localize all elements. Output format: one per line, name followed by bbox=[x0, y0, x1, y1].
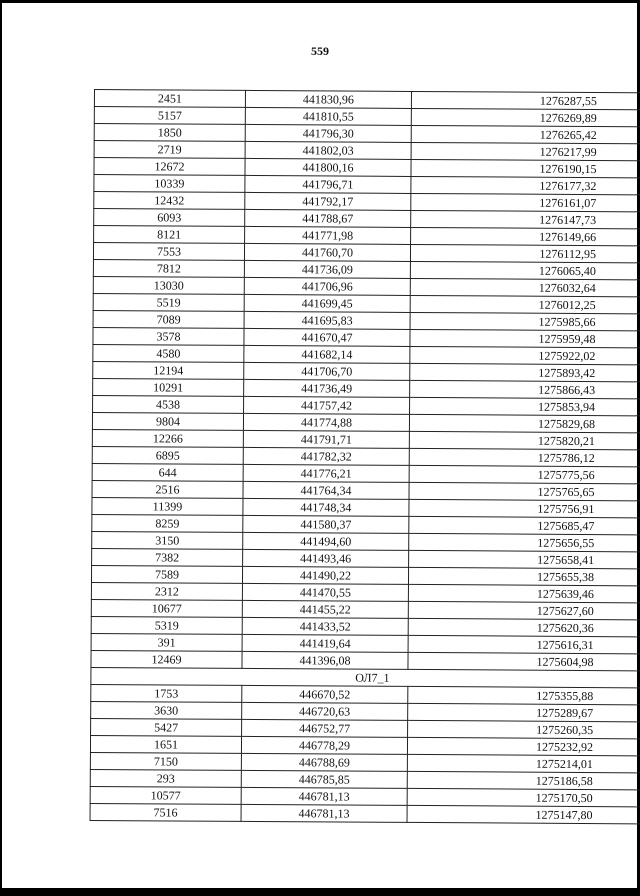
point-number-cell: 4580 bbox=[93, 344, 244, 362]
x-coordinate-cell: 441800,16 bbox=[245, 158, 411, 176]
y-coordinate-cell: 1275786,12 bbox=[409, 448, 640, 467]
point-number-cell: 7089 bbox=[93, 310, 244, 328]
x-coordinate-cell: 441774,88 bbox=[243, 413, 409, 431]
x-coordinate-cell: 446670,52 bbox=[242, 685, 408, 703]
y-coordinate-cell: 1275170,50 bbox=[407, 788, 640, 807]
coordinates-table-body-main bbox=[91, 90, 640, 671]
y-coordinate-cell: 1275289,67 bbox=[408, 703, 640, 722]
y-coordinate-cell: 1275604,98 bbox=[408, 652, 640, 671]
point-number-cell: 1850 bbox=[94, 124, 245, 142]
x-coordinate-cell: 441470,55 bbox=[242, 583, 408, 601]
y-coordinate-cell: 1276265,42 bbox=[411, 125, 640, 144]
y-coordinate-cell: 1275214,01 bbox=[407, 754, 640, 773]
x-coordinate-cell: 441796,30 bbox=[245, 124, 411, 142]
x-coordinate-cell: 441419,64 bbox=[242, 634, 408, 652]
x-coordinate-cell: 441695,83 bbox=[244, 311, 410, 329]
x-coordinate-cell: 441802,03 bbox=[245, 141, 411, 159]
y-coordinate-cell: 1276161,07 bbox=[411, 193, 640, 212]
y-coordinate-cell: 1275756,91 bbox=[409, 499, 640, 518]
point-number-cell: 2312 bbox=[91, 582, 242, 600]
y-coordinate-cell: 1276147,73 bbox=[411, 210, 640, 229]
y-coordinate-cell: 1275655,38 bbox=[408, 567, 640, 586]
y-coordinate-cell: 1275186,58 bbox=[407, 771, 640, 790]
point-number-cell: 2719 bbox=[94, 141, 245, 159]
y-coordinate-cell: 1275775,56 bbox=[409, 465, 640, 484]
y-coordinate-cell: 1276012,25 bbox=[410, 295, 640, 314]
point-number-cell: 12194 bbox=[93, 361, 244, 379]
scan-border-bottom bbox=[0, 888, 640, 896]
point-number-cell: 12469 bbox=[91, 650, 242, 668]
y-coordinate-cell: 1275959,48 bbox=[410, 329, 640, 348]
point-number-cell: 7553 bbox=[93, 243, 244, 261]
page-number: 559 bbox=[311, 44, 329, 58]
y-coordinate-cell: 1276065,40 bbox=[410, 261, 640, 280]
section-label: ОЛ7_1 bbox=[91, 667, 640, 687]
x-coordinate-cell: 441493,46 bbox=[243, 549, 409, 567]
point-number-cell: 10291 bbox=[93, 378, 244, 396]
point-number-cell: 7516 bbox=[90, 803, 241, 821]
point-number-cell: 2516 bbox=[92, 480, 243, 498]
x-coordinate-cell: 441706,96 bbox=[244, 277, 410, 295]
coordinates-table-container bbox=[90, 89, 596, 824]
x-coordinate-cell: 441788,67 bbox=[245, 209, 411, 227]
y-coordinate-cell: 1276287,55 bbox=[411, 91, 640, 110]
y-coordinate-cell: 1275639,46 bbox=[408, 584, 640, 603]
point-number-cell: 11399 bbox=[92, 497, 243, 515]
x-coordinate-cell: 441494,60 bbox=[243, 532, 409, 550]
point-number-cell: 13030 bbox=[93, 276, 244, 294]
point-number-cell: 7812 bbox=[93, 259, 244, 277]
point-number-cell: 3150 bbox=[92, 531, 243, 549]
x-coordinate-cell: 441682,14 bbox=[244, 345, 410, 363]
y-coordinate-cell: 1275893,42 bbox=[410, 363, 640, 382]
x-coordinate-cell: 441760,70 bbox=[244, 243, 410, 261]
point-number-cell: 293 bbox=[90, 769, 241, 787]
point-number-cell: 8121 bbox=[94, 226, 245, 244]
y-coordinate-cell: 1275922,02 bbox=[410, 346, 640, 365]
point-number-cell: 3578 bbox=[93, 327, 244, 345]
y-coordinate-cell: 1275658,41 bbox=[409, 550, 640, 569]
table-row bbox=[90, 803, 640, 823]
point-number-cell: 5319 bbox=[91, 616, 242, 634]
point-number-cell: 6093 bbox=[94, 209, 245, 227]
y-coordinate-cell: 1275147,80 bbox=[407, 805, 640, 824]
point-number-cell: 3630 bbox=[91, 701, 242, 719]
point-number-cell: 7589 bbox=[91, 565, 242, 583]
y-coordinate-cell: 1275620,36 bbox=[408, 618, 640, 637]
y-coordinate-cell: 1275829,68 bbox=[409, 414, 640, 433]
y-coordinate-cell: 1275685,47 bbox=[409, 516, 640, 535]
x-coordinate-cell: 441776,21 bbox=[243, 464, 409, 482]
x-coordinate-cell: 446788,69 bbox=[241, 753, 407, 771]
x-coordinate-cell: 446781,13 bbox=[241, 787, 407, 805]
y-coordinate-cell: 1275627,60 bbox=[408, 601, 640, 620]
y-coordinate-cell: 1276032,64 bbox=[410, 278, 640, 297]
point-number-cell: 1651 bbox=[90, 735, 241, 753]
point-number-cell: 5519 bbox=[93, 293, 244, 311]
point-number-cell: 10577 bbox=[90, 786, 241, 804]
y-coordinate-cell: 1275765,65 bbox=[409, 482, 640, 501]
point-number-cell: 5427 bbox=[91, 718, 242, 736]
x-coordinate-cell: 441796,71 bbox=[245, 175, 411, 193]
x-coordinate-cell: 441748,34 bbox=[243, 498, 409, 516]
scan-border-top bbox=[0, 0, 640, 3]
point-number-cell: 8259 bbox=[92, 514, 243, 532]
y-coordinate-cell: 1276112,95 bbox=[410, 244, 640, 263]
x-coordinate-cell: 441736,49 bbox=[244, 379, 410, 397]
x-coordinate-cell: 441490,22 bbox=[242, 566, 408, 584]
y-coordinate-cell: 1275820,21 bbox=[409, 431, 640, 450]
x-coordinate-cell: 441830,96 bbox=[245, 90, 411, 108]
point-number-cell: 12432 bbox=[94, 192, 245, 210]
x-coordinate-cell: 441771,98 bbox=[245, 226, 411, 244]
x-coordinate-cell: 446778,29 bbox=[241, 736, 407, 754]
point-number-cell: 2451 bbox=[94, 90, 245, 108]
y-coordinate-cell: 1276269,89 bbox=[411, 108, 640, 127]
x-coordinate-cell: 441736,09 bbox=[244, 260, 410, 278]
x-coordinate-cell: 441699,45 bbox=[244, 294, 410, 312]
x-coordinate-cell: 446781,13 bbox=[241, 804, 407, 822]
y-coordinate-cell: 1275355,88 bbox=[408, 686, 640, 705]
coordinates-table-body-section bbox=[90, 684, 640, 823]
point-number-cell: 6895 bbox=[92, 446, 243, 464]
y-coordinate-cell: 1275866,43 bbox=[410, 380, 640, 399]
x-coordinate-cell: 441764,34 bbox=[243, 481, 409, 499]
scan-border-left bbox=[0, 0, 2, 896]
x-coordinate-cell: 441810,55 bbox=[245, 107, 411, 125]
point-number-cell: 10677 bbox=[91, 599, 242, 617]
y-coordinate-cell: 1275232,92 bbox=[407, 737, 640, 756]
x-coordinate-cell: 441580,37 bbox=[243, 515, 409, 533]
coordinates-table bbox=[90, 89, 640, 824]
x-coordinate-cell: 441782,32 bbox=[243, 447, 409, 465]
y-coordinate-cell: 1276177,32 bbox=[411, 176, 640, 195]
x-coordinate-cell: 446720,63 bbox=[242, 702, 408, 720]
point-number-cell: 12672 bbox=[94, 158, 245, 176]
y-coordinate-cell: 1276190,15 bbox=[411, 159, 640, 178]
point-number-cell: 7382 bbox=[92, 548, 243, 566]
point-number-cell: 644 bbox=[92, 463, 243, 481]
point-number-cell: 7150 bbox=[90, 752, 241, 770]
y-coordinate-cell: 1275985,66 bbox=[410, 312, 640, 331]
y-coordinate-cell: 1275616,31 bbox=[408, 635, 640, 654]
x-coordinate-cell: 446785,85 bbox=[241, 770, 407, 788]
x-coordinate-cell: 441455,22 bbox=[242, 600, 408, 618]
x-coordinate-cell: 441792,17 bbox=[245, 192, 411, 210]
x-coordinate-cell: 441791,71 bbox=[243, 430, 409, 448]
x-coordinate-cell: 441670,47 bbox=[244, 328, 410, 346]
x-coordinate-cell: 441396,08 bbox=[242, 651, 408, 669]
point-number-cell: 5157 bbox=[94, 107, 245, 125]
y-coordinate-cell: 1276217,99 bbox=[411, 142, 640, 161]
x-coordinate-cell: 446752,77 bbox=[242, 719, 408, 737]
y-coordinate-cell: 1275656,55 bbox=[409, 533, 640, 552]
point-number-cell: 1753 bbox=[91, 684, 242, 702]
x-coordinate-cell: 441433,52 bbox=[242, 617, 408, 635]
point-number-cell: 12266 bbox=[92, 429, 243, 447]
point-number-cell: 4538 bbox=[93, 395, 244, 413]
point-number-cell: 391 bbox=[91, 633, 242, 651]
y-coordinate-cell: 1276149,66 bbox=[411, 227, 640, 246]
point-number-cell: 9804 bbox=[92, 412, 243, 430]
point-number-cell: 10339 bbox=[94, 175, 245, 193]
y-coordinate-cell: 1275260,35 bbox=[408, 720, 640, 739]
y-coordinate-cell: 1275853,94 bbox=[410, 397, 640, 416]
x-coordinate-cell: 441757,42 bbox=[244, 396, 410, 414]
x-coordinate-cell: 441706,70 bbox=[244, 362, 410, 380]
